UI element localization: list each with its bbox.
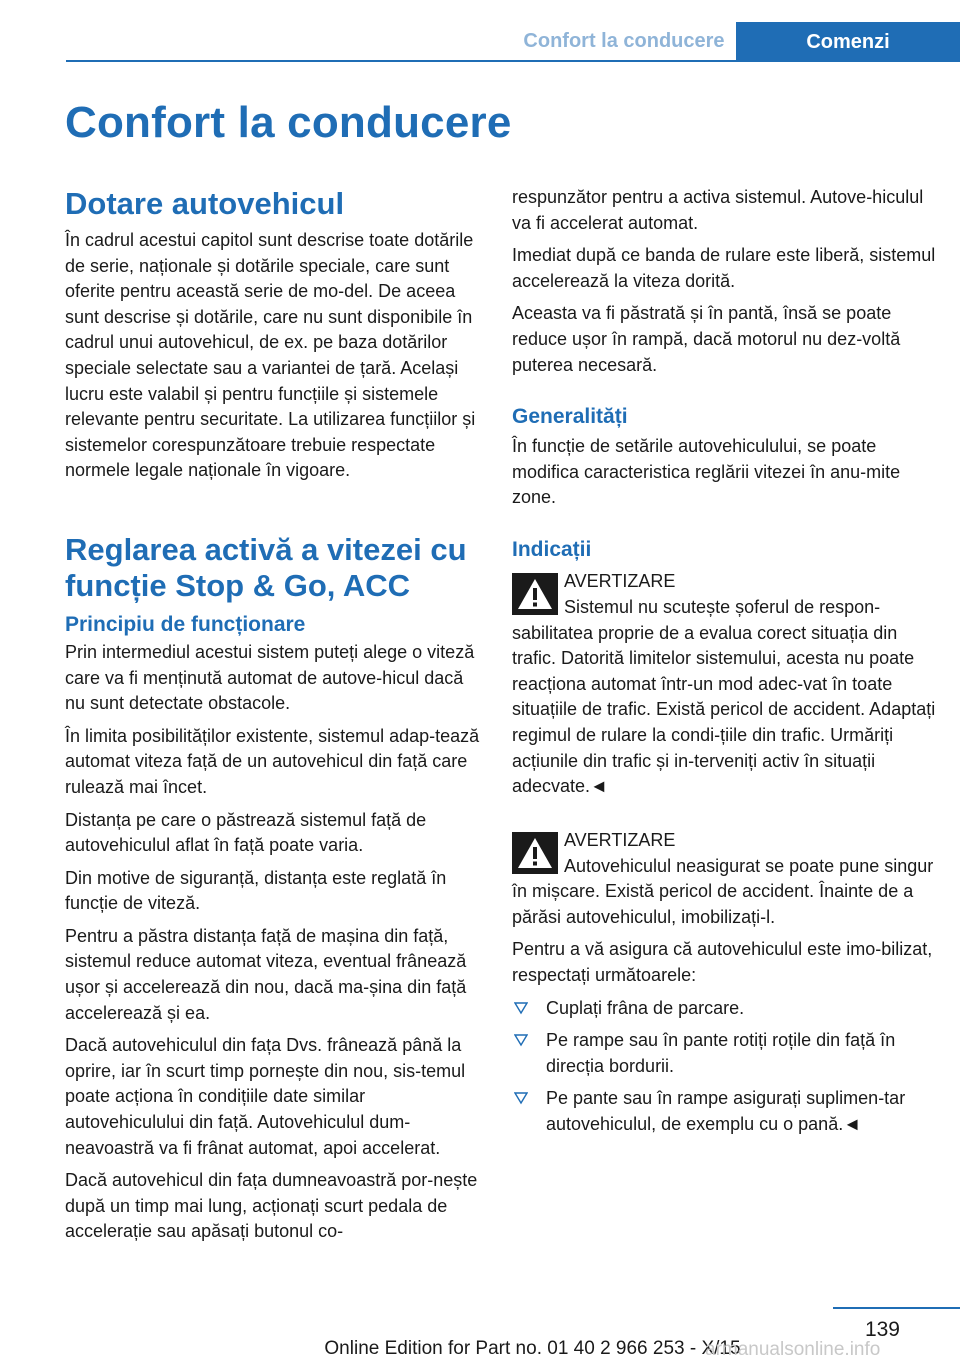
header-rule — [66, 60, 960, 62]
bullet-triangle-icon — [514, 1033, 528, 1047]
bullet-list — [512, 996, 937, 1138]
page-number: 139 — [864, 1318, 900, 1341]
paragraph-principle-1: Prin intermediul acestui sistem puteți alege o viteză care va fi menținută automat de autove‐hicul dacă nu sunt detectate obstacole. — [65, 641, 475, 714]
warning-block-1 — [512, 567, 937, 800]
left-column — [65, 186, 483, 1252]
heading-principle: Principiu de funcționare — [65, 612, 306, 636]
section-tab[interactable]: Comenzi — [736, 22, 960, 62]
paragraph-principle-7: Dacă autovehicul din fața dumneavoastră por‐nește după un timp mai lung, acționați scurt pedala de accelerație sau apăsați butonul co‐ — [65, 1170, 478, 1242]
paragraph-principle-3: Distanța pe care o păstrează sistemul față de autovehiculul aflat în față poate varia. — [65, 809, 427, 856]
warning-body-1: Sistemul nu scutește șoferul de respon‐sabilitatea proprie de a evalua corect situația din trafic. Datorită limitelor sistemului, acesta nu poate reacționa automat într-un mod adec‐vat în toate situațiile de trafic. Există pericol de accident. Adaptați regimul de rulare la condi‐țiile din trafic. Urmăriți acțiunile din trafic și in‐terveniți activ în situații adecvate.◄ — [512, 596, 936, 797]
list-item — [512, 1028, 937, 1079]
warning-block-2 — [512, 826, 937, 931]
bullet-triangle-icon — [514, 1001, 528, 1015]
list-item — [512, 1086, 937, 1137]
heading-acc: Reglarea activă a vitezei cu funcție Stop & Go, ACC — [65, 531, 467, 603]
list-item — [512, 996, 937, 1022]
paragraph-principle-4: Din motive de siguranță, distanța este reglată în funcție de viteză. — [65, 867, 447, 914]
watermark: armanualsonline.info — [705, 1339, 881, 1360]
paragraph-equipment: În cadrul acestui capitol sunt descrise toate dotările de serie, naționale și dotările speciale, care sunt oferite pentru această serie de mo‐del. De aceea sunt descrise și dotările, care nu sunt disponibile în cadrul unui autovehicul, de ex. pe baza dotărilor speciale selectate sau a variantei de țară. Același lucru este valabil și pentru funcțiile și sistemele relevante pentru securitate. La utilizarea funcțiilor și sistemelor corespunzătoare trebuie respectate normele legale naționale în vigoare. — [65, 230, 476, 481]
page-title: Confort la conducere — [65, 98, 512, 147]
paragraph-continued-1: respunzător pentru a activa sistemul. Autove‐hiculul va fi accelerat automat. — [512, 187, 924, 233]
heading-notes: Indicații — [512, 537, 592, 561]
list-item-text: Pe rampe sau în pante rotiți roțile din față în direcția bordurii. — [546, 1030, 896, 1076]
paragraph-principle-5: Pentru a păstra distanța față de mașina din față, sistemul reduce automat viteza, eventual frânează ușor și accelerează din nou, dacă ma‐șina din față accelerează și ea. — [65, 925, 467, 1023]
paragraph-secure: Pentru a vă asigura că autovehiculul este imo‐bilizat, respectați următoarele: — [512, 939, 933, 986]
heading-general: Generalități — [512, 405, 628, 429]
warning-title-1: AVERTIZARE — [564, 570, 676, 591]
list-item-text: Cuplați frâna de parcare. — [546, 997, 745, 1018]
paragraph-continued-2: Imediat după ce banda de rulare este liberă, sistemul accelerează la viteza dorită. — [512, 245, 936, 291]
footer-rule — [833, 1307, 960, 1309]
warning-triangle-icon — [512, 832, 558, 874]
list-item-text: Pe pante sau în rampe asigurați suplimen‐tar autovehiculul, de exemplu cu o pană.◄ — [546, 1088, 906, 1135]
warning-triangle-icon — [512, 573, 558, 615]
heading-equipment: Dotare autovehicul — [65, 186, 345, 221]
warning-title-2: AVERTIZARE — [564, 829, 676, 850]
paragraph-continued-3: Aceasta va fi păstrată și în pantă, însă se poate reduce ușor în rampă, dacă motorul nu dez‐voltă puterea necesară. — [512, 303, 901, 375]
chapter-tab[interactable]: Confort la conducere — [523, 29, 725, 52]
paragraph-principle-6: Dacă autovehiculul din fața Dvs. frânează până la oprire, iar în scurt timp pornește din nou, sis‐temul poate acționa în condițiile date similar autovehiculului din față. Autovehiculul dum‐neavoastră va fi frânat automat, apoi accelerat. — [65, 1035, 466, 1158]
right-column — [512, 185, 937, 1145]
bullet-triangle-icon — [514, 1091, 528, 1105]
warning-body-2: Autovehiculul neasigurat se poate pune singur în mișcare. Există pericol de accident. Înainte de a părăsi autovehiculul, imobilizați-l. — [512, 855, 934, 927]
paragraph-general: În funcție de setările autovehiculului, se poate modifica caracteristica reglării vitezei în anu‐mite zone. — [512, 436, 901, 508]
edition-line: Online Edition for Part no. 01 40 2 966 253 - X/15 — [324, 1338, 741, 1359]
page-header — [0, 0, 960, 62]
paragraph-principle-2: În limita posibilităților existente, sistemul adap‐tează automat viteza față de un autovehicul din față care rulează mai încet. — [65, 725, 480, 797]
